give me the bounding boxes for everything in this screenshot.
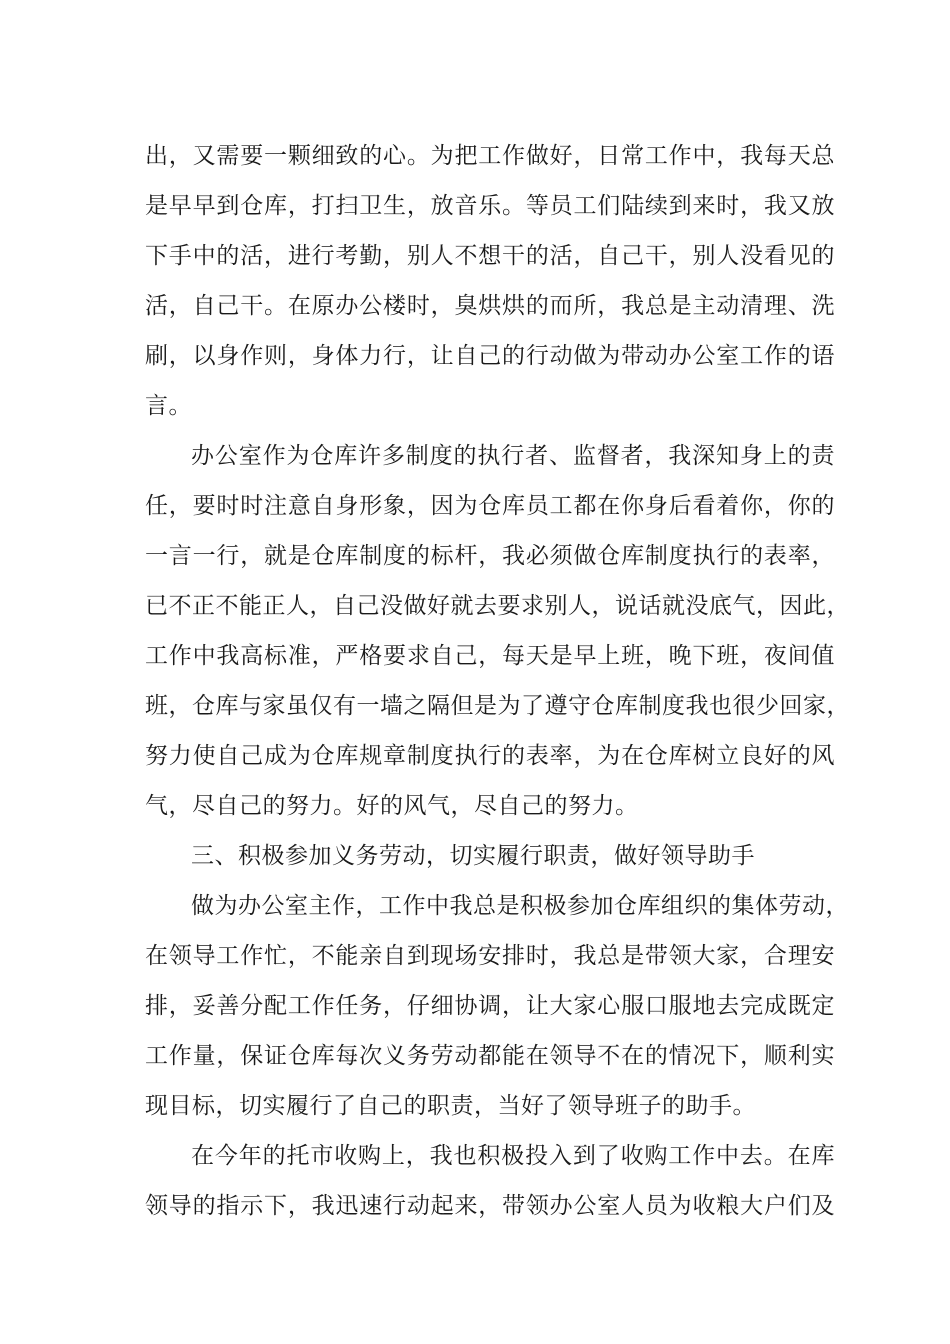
document-body [145,131,850,1231]
text-line: 言。 [145,393,192,419]
text-line: 排，妥善分配工作任务，仔细协调，让大家心服口服地去完成既定 [145,993,835,1019]
section-heading: 三、积极参加义务劳动，切实履行职责，做好领导助手 [191,843,755,869]
text-line: 刷，以身作则，身体力行，让自己的行动做为带动办公室工作的语 [145,343,835,369]
text-line: 气，尽自己的努力。好的风气，尽自己的努力。 [145,793,639,819]
text-line: 努力使自己成为仓库规章制度执行的表率，为在仓库树立良好的风 [145,743,835,769]
text-line: 工作量，保证仓库每次义务劳动都能在领导不在的情况下，顺利实 [145,1043,835,1069]
text-line: 任，要时时注意自身形象，因为仓库员工都在你身后看着你，你的 [145,493,835,519]
text-line: 办公室作为仓库许多制度的执行者、监督者，我深知身上的责 [191,443,835,469]
text-line: 已不正不能正人，自己没做好就去要求别人，说话就没底气，因此， [145,593,850,619]
text-line: 做为办公室主作，工作中我总是积极参加仓库组织的集体劳动， [191,893,849,919]
text-line: 班，仓库与家虽仅有一墙之隔但是为了遵守仓库制度我也很少回家， [145,693,850,719]
text-line: 下手中的活，进行考勤，别人不想干的活，自己干，别人没看见的 [145,243,835,269]
text-line: 工作中我高标准，严格要求自己，每天是早上班，晚下班，夜间值 [145,643,835,669]
text-line: 现目标，切实履行了自己的职责，当好了领导班子的助手。 [145,1093,756,1119]
text-line: 一言一行，就是仓库制度的标杆，我必须做仓库制度执行的表率， [145,543,835,569]
text-line: 在今年的托市收购上，我也积极投入到了收购工作中去。在库 [191,1143,835,1169]
text-line: 领导的指示下，我迅速行动起来，带领办公室人员为收粮大户们及 [145,1193,835,1219]
text-line: 活，自己干。在原办公楼时，臭烘烘的而所，我总是主动清理、洗 [145,293,835,319]
text-line: 出，又需要一颗细致的心。为把工作做好，日常工作中，我每天总 [145,143,835,169]
text-line: 在领导工作忙，不能亲自到现场安排时，我总是带领大家，合理安 [145,943,835,969]
text-line: 是早早到仓库，打扫卫生，放音乐。等员工们陆续到来时，我又放 [145,193,835,219]
